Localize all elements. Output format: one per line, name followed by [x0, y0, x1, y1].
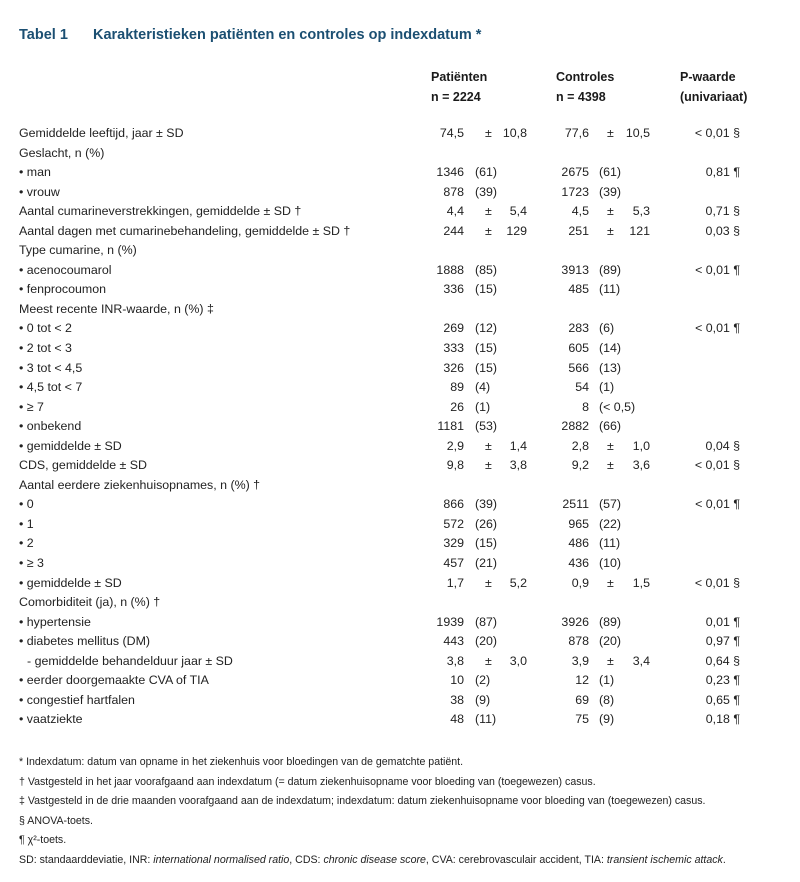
- table-row: [0, 671, 800, 691]
- row-label: Aantal dagen met cumarinebehandeling, gemiddelde ± SD †: [19, 223, 351, 238]
- row-label: Aantal cumarineverstrekkingen, gemiddelde ± SD †: [19, 204, 302, 219]
- p-value: 0,97 ¶: [705, 634, 740, 649]
- controls-percent: (61): [599, 165, 622, 180]
- abbreviation-segment: SD: standaarddeviatie, INR:: [19, 853, 154, 866]
- p-value: 0,03 §: [705, 223, 740, 238]
- table-row: [0, 534, 800, 554]
- table-row: [0, 222, 800, 242]
- controls-percent: (89): [599, 262, 622, 277]
- plusminus-sign: ±: [607, 438, 614, 453]
- controls-percent: (57): [599, 497, 622, 512]
- controls-percent: (22): [599, 516, 622, 531]
- plusminus-sign: ±: [485, 204, 492, 219]
- controls-sd: 1,0: [632, 438, 650, 453]
- p-value: 0,23 ¶: [705, 673, 740, 688]
- controls-sd: 121: [629, 223, 650, 238]
- controls-percent: (< 0,5): [599, 399, 636, 414]
- controls-value: 3,9: [571, 653, 589, 668]
- patients-percent: (15): [475, 341, 498, 356]
- table-row: [0, 691, 800, 711]
- patients-value: 26: [450, 399, 464, 414]
- plusminus-sign: ±: [607, 458, 614, 473]
- p-value: < 0,01 ¶: [695, 321, 740, 336]
- controls-value: 965: [568, 516, 589, 531]
- table-row: [0, 339, 800, 359]
- table-row: [0, 652, 800, 672]
- footnotes: [19, 753, 789, 871]
- table-row: [0, 378, 800, 398]
- patients-sd: 5,2: [509, 575, 527, 590]
- controls-value: 9,2: [571, 458, 589, 473]
- table-row: [0, 437, 800, 457]
- patients-percent: (26): [475, 516, 498, 531]
- plusminus-sign: ±: [485, 575, 492, 590]
- patients-value: 1939: [436, 614, 464, 629]
- abbreviation-segment: , CVA: cerebrovasculair accident, TIA:: [425, 853, 607, 866]
- row-label: Meest recente INR-waarde, n (%) ‡: [19, 301, 214, 316]
- table-row: [0, 593, 800, 613]
- controls-value: 878: [568, 634, 589, 649]
- controls-percent: (1): [599, 673, 615, 688]
- controls-percent: (20): [599, 634, 622, 649]
- patients-percent: (15): [475, 360, 498, 375]
- p-value: 0,01 ¶: [705, 614, 740, 629]
- patients-sd: 3,8: [509, 458, 527, 473]
- controls-value: 2675: [561, 165, 589, 180]
- abbreviation-segment: international normalised ratio: [153, 853, 290, 866]
- row-label: • 2: [19, 536, 34, 551]
- plusminus-sign: ±: [485, 126, 492, 140]
- p-value: 0,71 §: [705, 204, 740, 219]
- patients-percent: (61): [475, 165, 498, 180]
- patients-value: 443: [443, 634, 464, 649]
- controls-sd: 10,5: [625, 126, 650, 140]
- row-label: • acenocoumarol: [19, 262, 112, 277]
- controls-percent: (8): [599, 692, 615, 707]
- footnote-double-dagger: ‡ Vastgesteld in de drie maanden voorafgaand aan de indexdatum; indexdatum: datum ziekenhuisopname voor bloeding van (toegewezen) casus.: [19, 795, 706, 808]
- row-label: • 1: [19, 516, 34, 531]
- table-number: Tabel 1: [19, 27, 68, 43]
- table-row: [0, 495, 800, 515]
- controls-sd: 3,4: [632, 653, 650, 668]
- plusminus-sign: ±: [485, 223, 492, 238]
- p-value: 0,18 ¶: [705, 712, 740, 727]
- row-label: Geslacht, n (%): [19, 145, 105, 160]
- patients-value: 333: [443, 341, 464, 356]
- patients-header-n: n = 2224: [431, 90, 481, 104]
- row-label: • 0: [19, 497, 34, 512]
- controls-value: 69: [575, 692, 589, 707]
- p-value: < 0,01 §: [694, 458, 740, 473]
- row-label: • ≥ 3: [19, 556, 44, 571]
- patients-value: 1346: [436, 165, 464, 180]
- patients-sd: 1,4: [509, 438, 527, 453]
- patients-percent: (4): [475, 380, 491, 395]
- patients-value: 866: [443, 497, 464, 512]
- p-value: < 0,01 ¶: [695, 262, 740, 277]
- patients-value: 269: [443, 321, 464, 336]
- controls-header-label: Controles: [556, 70, 615, 84]
- plusminus-sign: ±: [607, 653, 614, 668]
- pvalue-header-label: P-waarde: [680, 70, 736, 84]
- p-value: 0,65 ¶: [705, 692, 740, 707]
- patients-sd: 129: [506, 223, 527, 238]
- patients-value: 457: [443, 556, 464, 571]
- row-label: CDS, gemiddelde ± SD: [19, 458, 148, 473]
- table-row: [0, 319, 800, 339]
- patients-value: 336: [443, 282, 464, 297]
- patients-percent: (53): [475, 419, 498, 434]
- patients-value: 4,4: [446, 204, 464, 219]
- p-value: < 0,01 §: [694, 575, 740, 590]
- table-row: [0, 554, 800, 574]
- table-row: [0, 417, 800, 437]
- controls-sd: 1,5: [632, 575, 650, 590]
- row-label: • fenprocoumon: [19, 282, 106, 297]
- controls-value: 0,9: [571, 575, 589, 590]
- footnote-chi-square: ¶ χ²-toets.: [19, 834, 67, 847]
- table-row: [0, 241, 800, 261]
- patients-value: 9,8: [446, 458, 464, 473]
- patients-percent: (85): [475, 262, 498, 277]
- table-row: [0, 515, 800, 535]
- table-row: [0, 398, 800, 418]
- controls-value: 436: [568, 556, 589, 571]
- table-row: [0, 710, 800, 730]
- controls-sd: 5,3: [632, 204, 650, 219]
- controls-percent: (14): [599, 341, 622, 356]
- table-row: [0, 202, 800, 222]
- row-label: • diabetes mellitus (DM): [19, 634, 151, 649]
- row-label: Type cumarine, n (%): [19, 243, 137, 258]
- patients-value: 572: [443, 516, 464, 531]
- row-label: • congestief hartfalen: [19, 692, 135, 707]
- patients-value: 329: [443, 536, 464, 551]
- row-label: Gemiddelde leeftijd, jaar ± SD: [19, 126, 184, 140]
- row-label: • 3 tot < 4,5: [19, 360, 83, 375]
- controls-value: 605: [568, 341, 589, 356]
- patients-percent: (39): [475, 184, 498, 199]
- controls-value: 54: [575, 380, 589, 395]
- patients-value: 2,9: [446, 438, 464, 453]
- plusminus-sign: ±: [485, 458, 492, 473]
- controls-value: 485: [568, 282, 589, 297]
- controls-percent: (11): [599, 536, 621, 551]
- table-caption: Karakteristieken patiënten en controles op indexdatum *: [93, 27, 482, 43]
- abbreviation-segment: .: [722, 853, 726, 866]
- patients-sd: 5,4: [509, 204, 527, 219]
- plusminus-sign: ±: [485, 653, 492, 668]
- patients-value: 244: [443, 223, 464, 238]
- table-row: [0, 300, 800, 320]
- plusminus-sign: ±: [607, 204, 614, 219]
- controls-value: 486: [568, 536, 589, 551]
- column-header-pvalue: [680, 67, 747, 107]
- table-row: [0, 124, 800, 144]
- controls-header-n: n = 4398: [556, 90, 606, 104]
- column-header-patients: [431, 67, 487, 107]
- abbreviation-segment: , CDS:: [289, 853, 324, 866]
- controls-percent: (6): [599, 321, 615, 336]
- row-label: • gemiddelde ± SD: [19, 438, 122, 453]
- controls-value: 3926: [561, 614, 589, 629]
- controls-percent: (39): [599, 184, 622, 199]
- footnote-dagger: † Vastgesteld in het jaar voorafgaand aan indexdatum (= datum ziekenhuisopname voor bloeding van (toegewezen) casus.: [19, 775, 596, 788]
- patients-percent: (1): [475, 399, 491, 414]
- patients-percent: (12): [475, 321, 498, 336]
- patients-percent: (11): [475, 712, 497, 727]
- patients-value: 3,8: [446, 653, 464, 668]
- p-value: 0,81 ¶: [705, 165, 740, 180]
- patients-percent: (39): [475, 497, 498, 512]
- patients-value: 878: [443, 184, 464, 199]
- patients-percent: (9): [475, 692, 491, 707]
- table-title: [19, 27, 481, 43]
- footnote-index-date: * Indexdatum: datum van opname in het ziekenhuis voor bloedingen van de gematchte patiënt.: [19, 756, 464, 768]
- footnote-anova: § ANOVA-toets.: [19, 814, 93, 827]
- patients-value: 1888: [436, 262, 464, 277]
- controls-percent: (11): [599, 282, 621, 297]
- p-value: < 0,01 §: [694, 126, 740, 140]
- row-label: • 4,5 tot < 7: [19, 380, 83, 395]
- controls-value: 283: [568, 321, 589, 336]
- row-label: • man: [19, 165, 51, 180]
- controls-percent: (9): [599, 712, 615, 727]
- row-label: • vrouw: [19, 184, 60, 199]
- controls-percent: (66): [599, 419, 622, 434]
- table-row: [0, 183, 800, 203]
- controls-value: 12: [575, 673, 589, 688]
- row-label: • vaatziekte: [19, 712, 83, 727]
- patients-percent: (15): [475, 536, 498, 551]
- table-row: [0, 574, 800, 594]
- plusminus-sign: ±: [607, 575, 614, 590]
- plusminus-sign: ±: [485, 438, 492, 453]
- table-row: [0, 163, 800, 183]
- table-row: [0, 280, 800, 300]
- controls-sd: 3,6: [632, 458, 650, 473]
- p-value: < 0,01 ¶: [695, 497, 740, 512]
- controls-value: 77,6: [564, 126, 589, 140]
- table-row: [0, 359, 800, 379]
- patients-percent: (21): [475, 556, 498, 571]
- row-label: • 2 tot < 3: [19, 341, 72, 356]
- controls-value: 251: [568, 223, 589, 238]
- patients-value: 74,5: [439, 126, 464, 140]
- row-label: • ≥ 7: [19, 399, 44, 414]
- patients-value: 1181: [437, 419, 464, 434]
- controls-percent: (89): [599, 614, 622, 629]
- patients-percent: (87): [475, 614, 498, 629]
- table-row: [0, 261, 800, 281]
- table-row: [0, 456, 800, 476]
- table-row: [0, 632, 800, 652]
- controls-value: 2,8: [571, 438, 589, 453]
- column-header-controls: [556, 67, 614, 107]
- row-label: • hypertensie: [19, 614, 91, 629]
- plusminus-sign: ±: [607, 126, 614, 140]
- table-row: [0, 476, 800, 496]
- controls-value: 2882: [561, 419, 589, 434]
- p-value: 0,04 §: [705, 438, 740, 453]
- controls-percent: (10): [599, 556, 622, 571]
- patients-value: 326: [443, 360, 464, 375]
- controls-value: 75: [575, 712, 589, 727]
- row-label: Comorbiditeit (ja), n (%) †: [19, 595, 161, 610]
- pvalue-header-sub: (univariaat): [680, 90, 748, 104]
- patients-value: 89: [450, 380, 464, 395]
- row-label: • onbekend: [19, 419, 82, 434]
- controls-value: 1723: [561, 184, 589, 199]
- patients-value: 48: [450, 712, 464, 727]
- row-label: • eerder doorgemaakte CVA of TIA: [19, 673, 209, 688]
- patients-header-label: Patiënten: [431, 70, 488, 84]
- row-label: - gemiddelde behandelduur jaar ± SD: [27, 653, 233, 668]
- table-row: [0, 144, 800, 164]
- patients-sd: 10,8: [502, 126, 527, 140]
- patients-value: 1,7: [446, 575, 464, 590]
- row-label: Aantal eerdere ziekenhuisopnames, n (%) †: [19, 477, 261, 492]
- abbreviation-segment: chronic disease score: [323, 853, 426, 866]
- controls-value: 3913: [561, 262, 589, 277]
- footnote-abbreviations: [19, 851, 789, 871]
- patients-value: 10: [450, 673, 464, 688]
- controls-value: 8: [582, 399, 589, 414]
- row-label: • gemiddelde ± SD: [19, 575, 122, 590]
- controls-percent: (1): [599, 380, 615, 395]
- patients-sd: 3,0: [509, 653, 527, 668]
- controls-value: 4,5: [571, 204, 589, 219]
- patients-value: 38: [450, 692, 464, 707]
- p-value: 0,64 §: [705, 653, 740, 668]
- controls-value: 566: [568, 360, 589, 375]
- table-row: [0, 613, 800, 633]
- row-label: • 0 tot < 2: [19, 321, 72, 336]
- controls-percent: (13): [599, 360, 622, 375]
- patients-percent: (20): [475, 634, 498, 649]
- plusminus-sign: ±: [607, 223, 614, 238]
- controls-value: 2511: [562, 497, 589, 512]
- table-body: [0, 124, 800, 730]
- patients-percent: (15): [475, 282, 498, 297]
- patients-percent: (2): [475, 673, 491, 688]
- abbreviation-segment: transient ischemic attack: [606, 853, 723, 866]
